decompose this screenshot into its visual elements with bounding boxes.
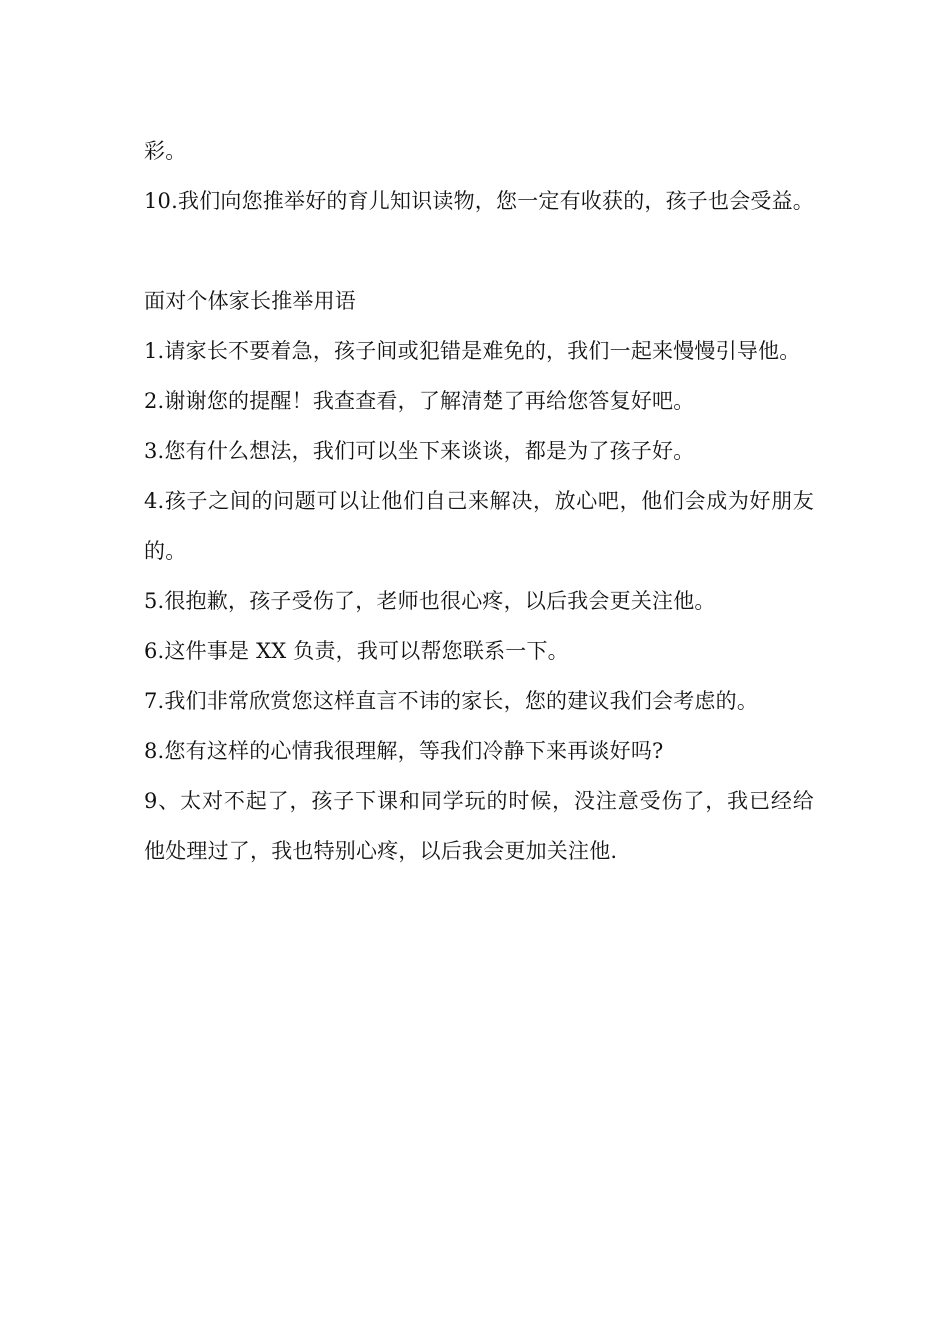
list-item: 3.您有什么想法，我们可以坐下来谈谈，都是为了孩子好。 xyxy=(144,439,695,463)
list-item: 5.很抱歉，孩子受伤了，老师也很心疼，以后我会更关注他。 xyxy=(144,589,716,613)
list-item: 4.孩子之间的问题可以让他们自己来解决，放心吧，他们会成为好朋友的。 xyxy=(144,489,814,563)
list-item: 6.这件事是 XX 负责，我可以帮您联系一下。 xyxy=(144,639,569,663)
list-item: 9、太对不起了，孩子下课和同学玩的时候，没注意受伤了，我已经给他处理过了，我也特别心疼，以后我会更加关注他. xyxy=(144,789,814,863)
list-item: 1.请家长不要着急，孩子间或犯错是难免的，我们一起来慢慢引导他。 xyxy=(144,339,801,363)
paragraph-spacer xyxy=(144,226,814,276)
list-item: 7.我们非常欣赏您这样直言不讳的家长，您的建议我们会考虑的。 xyxy=(144,689,759,713)
list-item: 2.谢谢您的提醒！我查查看，了解清楚了再给您答复好吧。 xyxy=(144,389,695,413)
section-title: 面对个体家长推举用语 xyxy=(144,289,356,313)
list-item: 8.您有这样的心情我很理解，等我们冷静下来再谈好吗? xyxy=(144,739,664,763)
continuation-text: 彩。 xyxy=(144,139,187,163)
document-body xyxy=(144,126,814,876)
list-item: 10.我们向您推举好的育儿知识读物，您一定有收获的，孩子也会受益。 xyxy=(144,189,814,213)
